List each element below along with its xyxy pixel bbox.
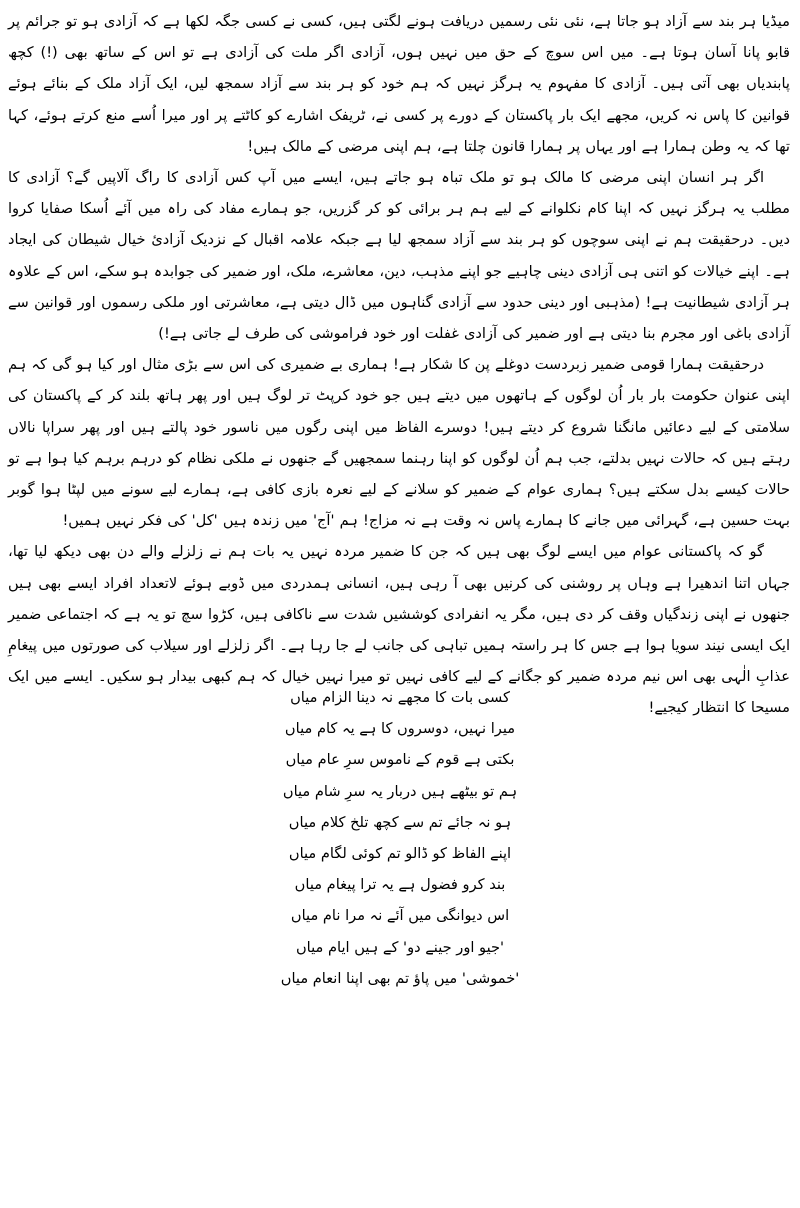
article-paragraph: درحقیقت ہمارا قومی ضمیر زبردست دوغلے پن کا شکار ہے! ہماری بے ضمیری کی اس سے بڑی مثال اور کیا ہو گی کہ ہم اپنی عنوان حکومت بار بار اُن لوگوں کے ہاتھوں میں دیتے ہیں جو خود کرپٹ تر لوگ ہیں اور پھر ہاتھ بلند کر کے پاکستان کی سلامتی کے لیے دعائیں مانگنا شروع کر دیتے ہیں! دوسرے الفاظ میں اپنی رگوں میں ناسور خود پالتے ہیں اور پھر سراپا نالاں رہتے ہیں کہ حالات نہیں بدلتے، جب ہم اُن لوگوں کو اپنا رہنما سمجھیں گے جنھوں نے ملکی نظام کو درہم برہم کیا ہوا ہے تو حالات کیسے بدل سکتے ہیں؟ ہماری عوام کے ضمیر کو سلانے کے لیے نعرہ بازی کافی ہے، ہمارے لیے سونے میں لپٹا ہوا گوبر بہت حسین ہے، گہرائی میں جانے کا ہمارے پاس نہ وقت ہے نہ مزاج! ہم 'آج' میں زندہ ہیں 'کل' کی فکر نہیں ہمیں! [8,356,790,530]
article-paragraph: اگر ہر انسان اپنی مرضی کا مالک ہو تو ملک تباہ ہو جاتے ہیں، ایسے میں آپ کس آزادی کا راگ آلاپیں گے؟ آزادی کا مطلب یہ ہرگز نہیں کہ اپنا کام نکلوانے کے لیے ہم ہر برائی کو کر گزریں، جو ہمارے مفاد کی راہ میں آئے اُسکا صفایا کروا دیں۔ درحقیقت ہم نے اپنی سوچوں کو ہر بند سے آزاد سمجھ لیا ہے جبکہ علامہ اقبال کے نزدیک آزادیٔ خیال شیطان کی ایجاد ہے۔ اپنے خیالات کو اتنی ہی آزادی دینی چاہیے جو اپنے مذہب، دین، معاشرے، ملک، اور ضمیر کی جوابدہ ہو سکے، اس کے علاوہ ہر آزادی شیطانیت ہے! (مذہبی اور دینی حدود سے آزادی گناہوں میں ڈال دیتی ہے، معاشرتی اور ملکی رسموں اور قوانین سے آزادی باغی اور مجرم بنا دیتی ہے اور ضمیر کی آزادی غفلت اور خود فراموشی کی طرف لے جاتی ہے!) [8,169,790,343]
poem-verse: 'خموشی' میں پاؤ تم بھی اپنا انعام میاں [280,969,520,987]
poem-verse: 'جیو اور جینے دو' کے ہیں ایام میاں [295,938,505,956]
poem-verse: بند کرو فضول ہے یہ ترا پیغام میاں [294,876,506,894]
poem-verse: ہم تو بیٹھے ہیں دربار یہ سرِ شام میاں [282,782,518,800]
poem-verse: اس دیوانگی میں آئے نہ مرا نام میاں [290,907,510,925]
article-paragraph: میڈیا ہر بند سے آزاد ہو جاتا ہے، نئی نئی رسمیں دریافت ہونے لگتی ہیں، کسی نے کسی جگہ لکھا ہے کہ آزادی ہو تو جرائم پر قابو پانا آسان ہوتا ہے۔ میں اس سوچ کے حق میں نہیں ہوں، آزادی اگر ملت کی آزادی ہے تو اس کے ساتھ بھی (!) کچھ پابندیاں بھی آتی ہیں۔ آزادی کا مفہوم یہ ہرگز نہیں کہ ہم خود کو ہر بند سے آزاد سمجھ لیں، ایک آزاد ملک کے بنائے ہوئے قوانین کا پاس نہ کریں، مجھے ایک بار پاکستان کے دورے پر کسی نے، ٹریفک اشارے کو کاٹتے پر اور میرا اُسے منع کرتے ہوئے، کہا تھا کہ یہ وطن ہمارا ہے اور یہاں پر ہمارا قانون چلتا ہے، ہم اپنی مرضی کے مالک ہیں! [8,13,790,155]
article-paragraph: گو کہ پاکستانی عوام میں ایسے لوگ بھی ہیں کہ جن کا ضمیر مردہ نہیں یہ بات ہم نے زلزلے والے دن بھی دیکھ لیا تھا، جہاں اتنا اندھیرا ہے وہاں پر روشنی کی کرنیں بھی آ رہی ہیں، انسانی ہمدردی میں ڈوبے ہوئے لاتعداد افراد ایسے بھی ہیں جنھوں نے اپنی زندگیاں وقف کر دی ہیں، مگر یہ انفرادی کوششیں شدت سے ناکافی ہیں، کڑوا سچ تو یہ ہے کہ اجتماعی ضمیر ایک ایسی نیند سویا ہوا ہے جس کا ہر راستہ ہمیں تباہی کی جانب لے جا رہا ہے۔ اگر زلزلے اور سیلاب کی صورتوں میں پیغامِ عذابِ الٰہی بھی اس نیم مردہ ضمیر کو جگانے کے لیے کافی نہیں تو میرا نہیں خیال کہ ہم کبھی بیدار ہو سکیں۔ ایسے میں ایک مسیحا کا انتظار کیجیے! [8,543,790,717]
poem-verse: ہو نہ جائے تم سے کچھ تلخ کلام میاں [288,813,512,831]
poem-verse: اپنے الفاظ کو ڈالو تم کوئی لگام میاں [288,844,512,862]
poem-verse: بکتی ہے قوم کے ناموس سرِ عام میاں [285,751,515,769]
article-body [8,6,790,724]
poem-verse: کسی بات کا مجھے نہ دینا الزام میاں [290,689,510,706]
poem-verse: میرا نہیں، دوسروں کا ہے یہ کام میاں [284,720,516,738]
poem [240,682,560,994]
